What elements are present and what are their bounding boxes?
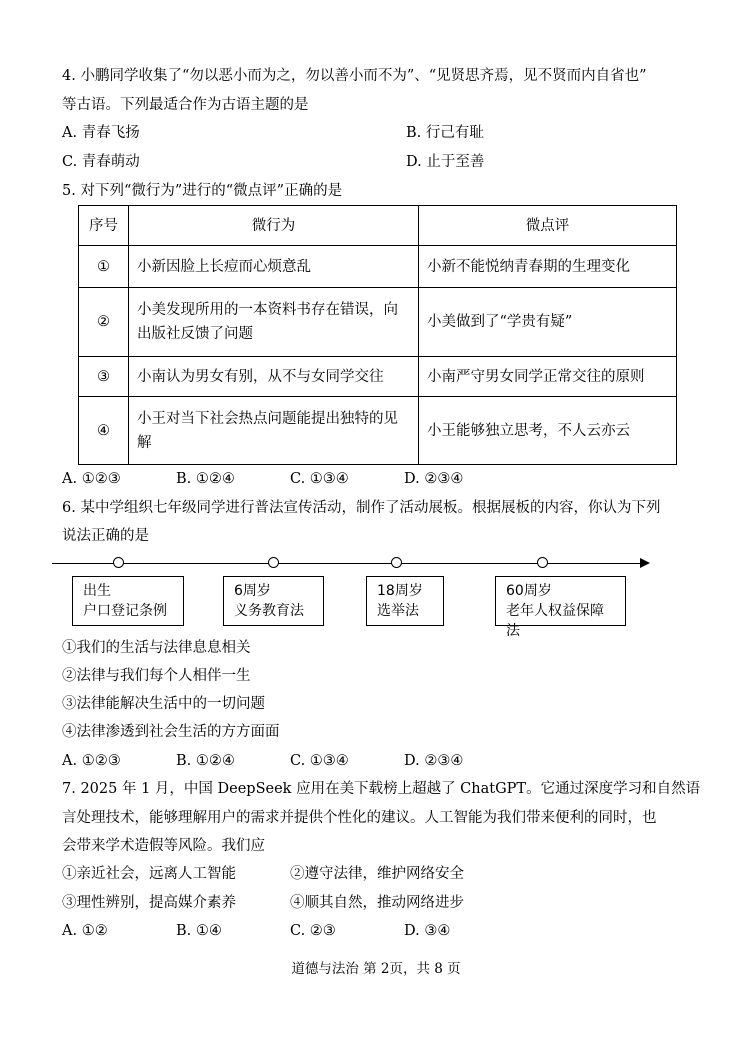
q6-option-d: D. ②③④ <box>404 753 464 769</box>
q7-option-d: D. ③④ <box>404 923 451 939</box>
timeline-age: 出生 <box>83 583 111 599</box>
row-behavior: 小南认为男女有别，从不与女同学交往 <box>129 357 419 397</box>
row-behavior: 小新因脸上长痘而心烦意乱 <box>129 246 419 288</box>
q5-stem: 5. 对下列“微行为”进行的“微点评”正确的是 <box>62 183 343 199</box>
q5-option-c: C. ①③④ <box>290 471 349 487</box>
timeline-dot <box>268 557 279 568</box>
q7-stem-line3: 会带来学术造假等风险。我们应 <box>62 838 265 854</box>
row-comment: 小南严守男女同学正常交往的原则 <box>419 357 677 397</box>
timeline-law: 老年人权益保障法 <box>506 603 604 639</box>
q6-statement-4: ④法律渗透到社会生活的方方面面 <box>62 724 280 740</box>
header-comment: 微点评 <box>419 206 677 246</box>
timeline-dot <box>113 557 124 568</box>
q5-table <box>78 205 677 465</box>
q7-statement-3: ③理性辨别，提高媒介素养 <box>62 895 236 911</box>
q7-statement-2: ②遵守法律，维护网络安全 <box>290 866 464 882</box>
row-behavior: 小美发现所用的一本资料书存在错误，向出版社反馈了问题 <box>129 288 419 357</box>
q7-option-c: C. ②③ <box>290 923 336 939</box>
table-row <box>79 397 677 465</box>
q6-statement-2: ②法律与我们每个人相伴一生 <box>62 668 251 684</box>
table-row <box>79 246 677 288</box>
row-comment: 小新不能悦纳青春期的生理变化 <box>419 246 677 288</box>
timeline-age: 60周岁 <box>506 583 552 599</box>
timeline-dot <box>537 557 548 568</box>
q5-option-d: D. ②③④ <box>404 471 464 487</box>
timeline-law: 户口登记条例 <box>83 603 167 619</box>
q4-stem-line1: 4. 小鹏同学收集了“勿以恶小而为之，勿以善小而不为”、“见贤思齐焉，见不贤而内自省也” <box>62 68 647 84</box>
q4-option-b: B. 行己有耻 <box>406 125 484 141</box>
table-row <box>79 357 677 397</box>
timeline-box-60 <box>495 576 626 639</box>
timeline-box-6 <box>223 576 324 626</box>
q7-statement-1: ①亲近社会，远离人工智能 <box>62 866 236 882</box>
q7-stem-line1: 7. 2025 年 1 月，中国 DeepSeek 应用在美下载榜上超越了 ChatGPT。它通过深度学习和自然语 <box>62 781 701 797</box>
row-behavior: 小王对当下社会热点问题能提出独特的见解 <box>129 397 419 465</box>
timeline-age: 18周岁 <box>377 583 423 599</box>
timeline-box-birth <box>72 576 184 626</box>
q4-stem-line2: 等古语。下列最适合作为古语主题的是 <box>62 97 309 113</box>
q6-option-a: A. ①②③ <box>62 753 121 769</box>
timeline-arrow-icon <box>640 558 650 568</box>
q6-option-b: B. ①②④ <box>176 753 235 769</box>
q7-option-b: B. ①④ <box>176 923 222 939</box>
table-header-row <box>79 206 677 246</box>
row-num: ① <box>79 246 129 288</box>
row-comment: 小王能够独立思考，不人云亦云 <box>419 397 677 465</box>
timeline-axis <box>52 563 642 564</box>
q7-option-a: A. ①② <box>62 923 108 939</box>
q6-statement-3: ③法律能解决生活中的一切问题 <box>62 696 265 712</box>
header-num: 序号 <box>79 206 129 246</box>
row-num: ④ <box>79 397 129 465</box>
q5-option-a: A. ①②③ <box>62 471 121 487</box>
q4-option-a: A. 青春飞扬 <box>62 125 140 141</box>
q5-option-b: B. ①②④ <box>176 471 235 487</box>
row-comment: 小美做到了“学贵有疑” <box>419 288 677 357</box>
page-footer: 道德与法治 第 2页，共 8 页 <box>291 961 461 977</box>
row-num: ② <box>79 288 129 357</box>
timeline-dot <box>391 557 402 568</box>
q6-stem-line2: 说法正确的是 <box>62 528 149 544</box>
q6-stem-line1: 6. 某中学组织七年级同学进行普法宣传活动，制作了活动展板。根据展板的内容，你认为下列 <box>62 500 661 516</box>
header-behavior: 微行为 <box>129 206 419 246</box>
row-num: ③ <box>79 357 129 397</box>
timeline-law: 选举法 <box>377 603 419 619</box>
q4-option-c: C. 青春萌动 <box>62 154 140 170</box>
q4-option-d: D. 止于至善 <box>406 154 485 170</box>
table-row <box>79 288 677 357</box>
q6-option-c: C. ①③④ <box>290 753 349 769</box>
q7-stem-line2: 言处理技术，能够理解用户的需求并提供个性化的建议。人工智能为我们带来便利的同时，也 <box>62 810 657 826</box>
timeline-box-18 <box>366 576 444 626</box>
q7-statement-4: ④顺其自然，推动网络进步 <box>290 895 464 911</box>
timeline-age: 6周岁 <box>234 583 271 599</box>
q6-statement-1: ①我们的生活与法律息息相关 <box>62 640 251 656</box>
timeline-law: 义务教育法 <box>234 603 304 619</box>
